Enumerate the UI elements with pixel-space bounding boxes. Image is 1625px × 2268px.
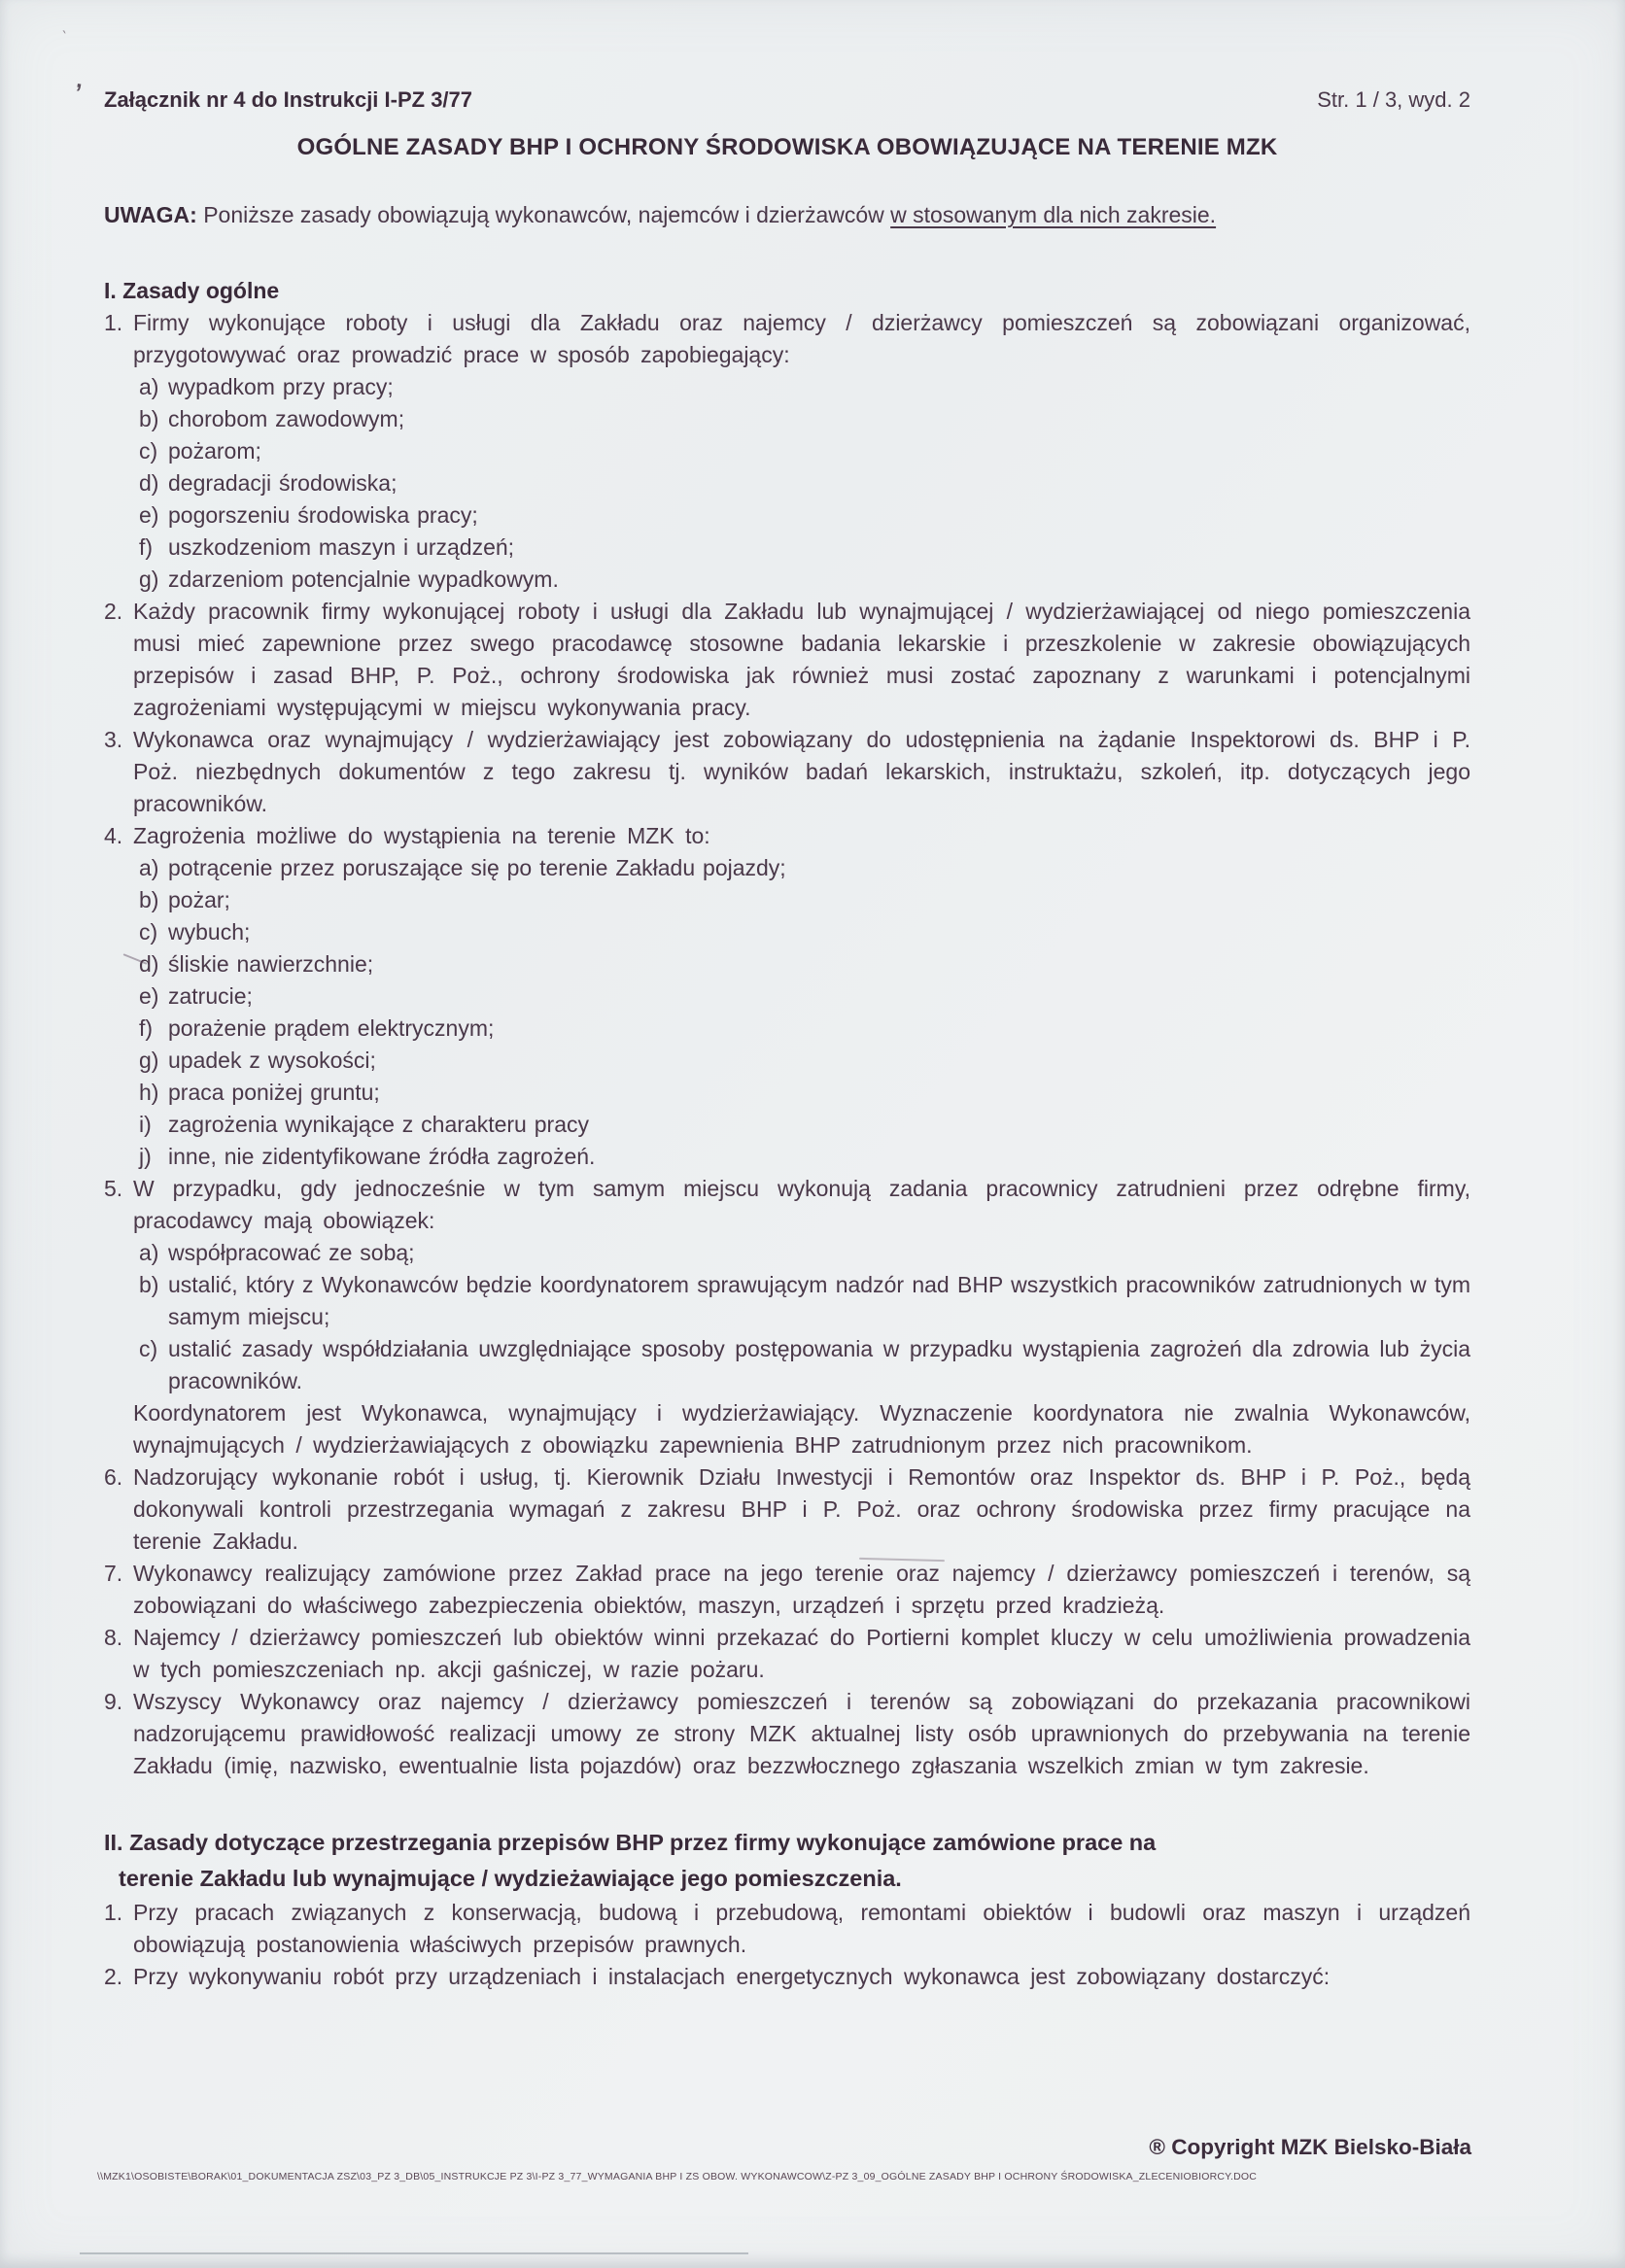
list-item-body — [133, 307, 1470, 596]
sub-item-letter: e) — [139, 983, 159, 1009]
sub-item-letter: b) — [139, 1272, 159, 1297]
list-item — [104, 1961, 1470, 1993]
sub-item-text: śliskie nawierzchnie; — [168, 951, 374, 977]
sub-item-letter: c) — [139, 438, 158, 464]
scan-artifact: ` — [57, 27, 68, 48]
notice-label: UWAGA: — [104, 202, 197, 227]
list-item — [104, 1558, 1470, 1622]
list-item-body — [133, 1622, 1470, 1686]
sub-item-letter: e) — [139, 502, 159, 528]
sub-item-text: porażenie prądem elektrycznym; — [168, 1015, 495, 1041]
sub-item-letter: j) — [139, 1144, 152, 1169]
list-item-body — [133, 820, 1470, 1173]
list-item-number: 1. — [104, 1900, 123, 1925]
list-item-number: 1. — [104, 310, 123, 335]
notice-text: Poniższe zasady obowiązują wykonawców, najemców i dzierżawców — [203, 202, 884, 227]
sub-item-letter: g) — [139, 567, 159, 592]
list-item-text: Wszyscy Wykonawcy oraz najemcy / dzierżawcy pomieszczeń i terenów są zobowiązani do przekazania pracownikowi nadzorującemu prawidłowość realizacji umowy ze strony MZK aktualnej listy osób uprawnionych do przebywania na terenie Zakładu (imię, nazwisko, ewentualnie lista pojazdów) oraz bezzwłocznego zgłaszania wszelkich zmian w tym zakresie. — [133, 1689, 1470, 1778]
list-item-text: Wykonawca oraz wynajmujący / wydzierżawiający jest zobowiązany do udostępnienia na żądanie Inspektorowi ds. BHP i P. Poż. niezbędnych dokumentów z tego zakresu tj. wyników badań lekarskich, instruktażu, szkoleń, itp. dotyczących jego pracowników. — [133, 727, 1470, 816]
sub-item — [139, 1141, 1470, 1173]
copyright-notice: ® Copyright MZK Bielsko-Biała — [1149, 2135, 1471, 2159]
sub-item — [139, 467, 1470, 499]
section-2-heading-line-1: II. Zasady dotyczące przestrzegania przepisów BHP przez firmy wykonujące zamówione prace na — [104, 1830, 1157, 1855]
list-item-body — [133, 724, 1470, 820]
list-item-text: Nadzorujący wykonanie robót i usług, tj. Kierownik Działu Inwestycji i Remontów oraz Inspektor ds. BHP i P. Poż., będą dokonywali kontroli przestrzegania wymagań z zakresu BHP i P. Poż. oraz ochrony środowiska przez firmy pracujące na terenie Zakładu. — [133, 1464, 1470, 1554]
sub-item — [139, 1077, 1470, 1109]
list-item — [104, 596, 1470, 724]
list-item-text: Najemcy / dzierżawcy pomieszczeń lub obiektów winni przekazać do Portierni komplet kluczy w celu umożliwienia prowadzenia w tych pomieszczeniach np. akcji gaśniczej, w razie pożaru. — [133, 1625, 1470, 1682]
sub-item-text: potrącenie przez poruszające się po terenie Zakładu pojazdy; — [168, 855, 786, 880]
sub-item-text: wypadkom przy pracy; — [168, 374, 394, 399]
file-path: \\MZK1\OSOBISTE\BORAK\01_DOKUMENTACJA ZSZ\03_PZ 3_DB\05_INSTRUKCJE PZ 3\I-PZ 3_77_WYMAGANIA BHP I ZS OBOW. WYKONAWCOW\Z-PZ 3_09_OGÓLNE ZASADY BHP I OCHRONY ŚRODOWISKA_ZLECENIOBIORCY.DOC — [97, 2171, 1258, 2182]
scan-artifact — [80, 2252, 748, 2254]
sub-item — [139, 532, 1470, 564]
sub-item — [139, 1045, 1470, 1077]
notice-paragraph — [104, 199, 1470, 231]
sub-item-text: ustalić zasady współdziałania uwzględniające sposoby postępowania w przypadku wystąpienia zagrożeń dla zdrowia lub życia pracowników. — [168, 1336, 1470, 1393]
list-item-text: Przy pracach związanych z konserwacją, budową i przebudową, remontami obiektów i budowli oraz maszyn i urządzeń obowiązują postanowienia właściwych przepisów prawnych. — [133, 1900, 1470, 1957]
sub-item — [139, 435, 1470, 467]
list-item-text: Przy wykonywaniu robót przy urządzeniach i instalacjach energetycznych wykonawca jest zobowiązany dostarczyć: — [133, 1964, 1331, 1989]
section-1-list — [104, 307, 1470, 1782]
sub-item — [139, 499, 1470, 532]
document-header — [104, 84, 1470, 116]
list-item-number: 3. — [104, 727, 123, 752]
list-item-number: 2. — [104, 1964, 123, 1989]
sub-item-text: pożarom; — [168, 438, 261, 464]
sub-item — [139, 1269, 1470, 1333]
sub-item-letter: a) — [139, 374, 159, 399]
sub-item-text: ustalić, który z Wykonawców będzie koordynatorem sprawującym nadzór nad BHP wszystkich pracowników zatrudnionych w tym samym miejscu; — [168, 1272, 1470, 1329]
sub-item-text: inne, nie zidentyfikowane źródła zagrożeń. — [168, 1144, 596, 1169]
list-item-body — [133, 1897, 1470, 1961]
sub-item-letter: f) — [139, 534, 154, 560]
page-number: Str. 1 / 3, wyd. 2 — [1317, 87, 1470, 112]
list-item — [104, 307, 1470, 596]
list-item-number: 7. — [104, 1561, 123, 1586]
sub-item — [139, 1333, 1470, 1397]
list-item — [104, 1173, 1470, 1461]
sub-item-text: chorobom zawodowym; — [168, 406, 405, 431]
sub-item-text: zdarzeniom potencjalnie wypadkowym. — [168, 567, 559, 592]
sub-item-letter: b) — [139, 406, 159, 431]
sub-item — [139, 948, 1470, 980]
sub-item-text: uszkodzeniom maszyn i urządzeń; — [168, 534, 515, 560]
sub-item-letter: d) — [139, 470, 159, 496]
sub-item-text: pogorszeniu środowiska pracy; — [168, 502, 478, 528]
attachment-reference: Załącznik nr 4 do Instrukcji I-PZ 3/77 — [104, 87, 473, 112]
sub-item-text: praca poniżej gruntu; — [168, 1080, 380, 1105]
sub-item-text: degradacji środowiska; — [168, 470, 398, 496]
list-item-text: W przypadku, gdy jednocześnie w tym samym miejscu wykonują zadania pracownicy zatrudnieni przez odrębne firmy, pracodawcy mają obowiązek: — [133, 1176, 1470, 1233]
sub-item — [139, 564, 1470, 596]
sub-item-letter: h) — [139, 1080, 159, 1105]
sub-item — [139, 371, 1470, 403]
sub-item-text: upadek z wysokości; — [168, 1048, 376, 1073]
sub-item-letter: a) — [139, 855, 159, 880]
sub-item-letter: f) — [139, 1015, 154, 1041]
section-2-heading — [104, 1825, 1470, 1897]
sub-item — [139, 1109, 1470, 1141]
sub-item-text: zagrożenia wynikające z charakteru pracy — [168, 1112, 589, 1137]
sub-item-letter: i) — [139, 1112, 152, 1137]
list-item-number: 2. — [104, 599, 123, 624]
list-item — [104, 1622, 1470, 1686]
sub-item — [139, 403, 1470, 435]
sub-item-letter: b) — [139, 887, 159, 912]
list-item-body — [133, 1961, 1470, 1993]
sub-item — [139, 916, 1470, 948]
list-item — [104, 820, 1470, 1173]
list-item-body — [133, 1461, 1470, 1558]
list-item-body — [133, 1173, 1470, 1461]
sub-item-text: współpracować ze sobą; — [168, 1240, 415, 1265]
list-item — [104, 1686, 1470, 1782]
list-item-number: 9. — [104, 1689, 123, 1714]
sub-item — [139, 1237, 1470, 1269]
sub-item-letter: g) — [139, 1048, 159, 1073]
page-title: OGÓLNE ZASADY BHP I OCHRONY ŚRODOWISKA OBOWIĄZUJĄCE NA TERENIE MZK — [296, 134, 1278, 160]
list-item-body — [133, 1686, 1470, 1782]
section-2-list — [104, 1897, 1470, 1993]
list-item-continuation: Koordynatorem jest Wykonawca, wynajmujący i wydzierżawiający. Wyznaczenie koordynatora nie zwalnia Wykonawców, wynajmujących / wydzierżawiających z obowiązku zapewnienia BHP zatrudnionym przez nich pracownikom. — [133, 1400, 1470, 1458]
list-item-body — [133, 596, 1470, 724]
list-item — [104, 724, 1470, 820]
sub-item — [139, 884, 1470, 916]
sub-item-letter: a) — [139, 1240, 159, 1265]
list-item-number: 8. — [104, 1625, 123, 1650]
sub-item — [139, 852, 1470, 884]
sub-item-letter: c) — [139, 1336, 158, 1361]
list-item-text: Zagrożenia możliwe do wystąpienia na terenie MZK to: — [133, 823, 710, 848]
scan-artifact: , — [74, 66, 86, 94]
sub-item — [139, 980, 1470, 1013]
list-item — [104, 1461, 1470, 1558]
sub-item — [139, 1013, 1470, 1045]
list-item-body — [133, 1558, 1470, 1622]
sub-item-text: pożar; — [168, 887, 230, 912]
list-item-number: 6. — [104, 1464, 123, 1490]
notice-underlined-text: w stosowanym dla nich zakresie. — [890, 202, 1217, 227]
list-item-text: Firmy wykonujące roboty i usługi dla Zakładu oraz najemcy / dzierżawcy pomieszczeń są zobowiązani organizować, przygotowywać oraz prowadzić prace w sposób zapobiegający: — [133, 310, 1470, 367]
sub-item-text: zatrucie; — [168, 983, 253, 1009]
sub-item-text: wybuch; — [168, 919, 251, 945]
list-item-text: Wykonawcy realizujący zamówione przez Zakład prace na jego terenie oraz najemcy / dzierżawcy pomieszczeń i terenów, są zobowiązani do właściwego zabezpieczenia obiektów, maszyn, urządzeń i sprzętu przed kradzieżą. — [133, 1561, 1470, 1618]
list-item-number: 5. — [104, 1176, 123, 1201]
list-item-text: Każdy pracownik firmy wykonującej roboty i usługi dla Zakładu lub wynajmującej / wydzierżawiającej od niego pomieszczenia musi mieć zapewnione przez swego pracodawcę stosowne badania lekarskie i przeszkolenie w zakresie obowiązujących przepisów i zasad BHP, P. Poż., ochrony środowiska jak również musi zostać zapoznany z warunkami i potencjalnymi zagrożeniami występującymi w miejscu wykonywania pracy. — [133, 599, 1470, 720]
sub-item-letter: c) — [139, 919, 158, 945]
section-1-heading: I. Zasady ogólne — [104, 278, 280, 303]
sub-item-letter: d) — [139, 951, 159, 977]
list-item-number: 4. — [104, 823, 123, 848]
list-item — [104, 1897, 1470, 1961]
section-2-heading-line-2: terenie Zakładu lub wynajmujące / wydzieżawiające jego pomieszczenia. — [119, 1866, 902, 1891]
